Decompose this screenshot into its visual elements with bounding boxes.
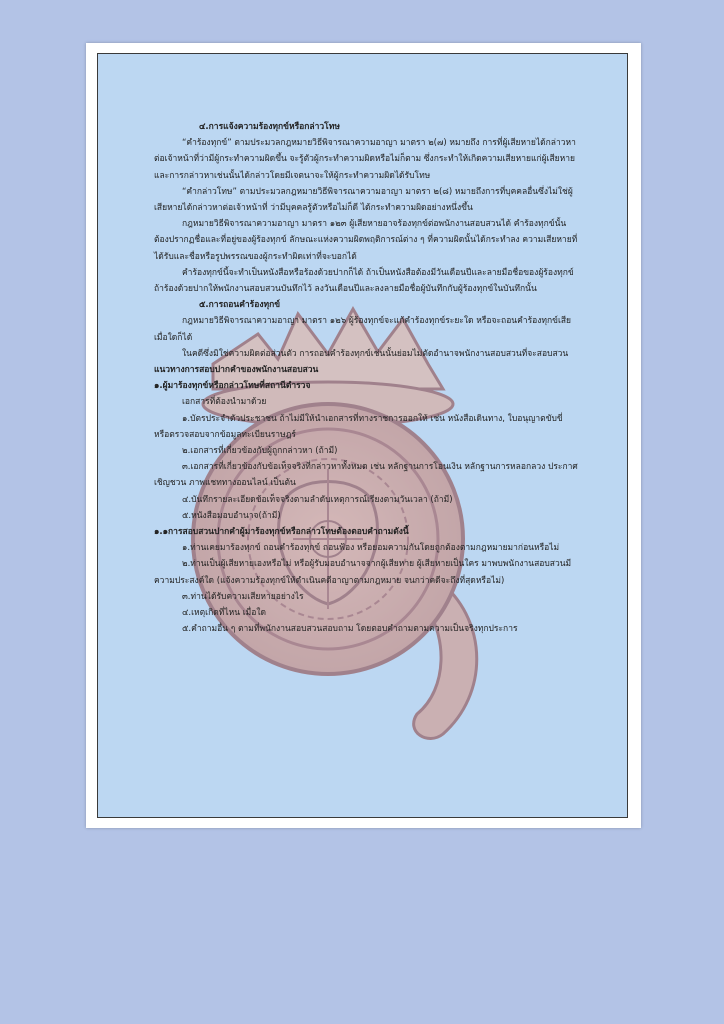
- list-item: ๔.บันทึกรายละเอียดข้อเท็จจริงตามลำดับเหตุการณ์เรียงตามวันเวลา (ถ้ามี): [182, 494, 453, 505]
- section-heading: ๕.การถอนคำร้องทุกข์: [199, 300, 281, 311]
- list-item: ๕.หนังสือมอบอำนาจ(ถ้ามี): [182, 510, 281, 521]
- document-page-body: [97, 53, 628, 818]
- list-item: ๒.ท่านเป็นผู้เสียหายเองหรือไม่ หรือผู้รับมอบอำนาจจากผู้เสียหาย ผู้เสียหายเป็นใคร มาพบพนักงานสอบสวนมีความประสงค์ใด (แจ้งความร้องทุกข์ให้ดำเนินคดีอาญาตามกฎหมาย จนกว่าคดีจะถึงที่สุดหรือไม่): [154, 559, 572, 586]
- paragraph: กฎหมายวิธีพิจารณาความอาญา มาตรา ๑๒๖ ผู้ร้องทุกข์จะแก้คำร้องทุกข์ระยะใด หรือจะถอนคำร้องทุกข์เสียเมื่อใดก็ได้: [154, 316, 572, 343]
- paragraph: “คำกล่าวโทษ” ตามประมวลกฎหมายวิธีพิจารณาความอาญา มาตรา ๒(๘) หมายถึงการที่บุคคลอื่นซึ่งไม่ใช่ผู้เสียหายได้กล่าวหาต่อเจ้าหน้าที่ ว่ามีบุคคลรู้ตัวหรือไม่ก็ดี ได้กระทำความผิดอย่างหนึ่งขึ้น: [154, 186, 573, 214]
- paragraph: คำร้องทุกข์นี้จะทำเป็นหนังสือหรือร้องด้วยปากก็ได้ ถ้าเป็นหนังสือต้องมีวันเดือนปีและลายมือชื่อของผู้ร้องทุกข์ ถ้าร้องด้วยปากให้พนักงานสอบสวนบันทึกไว้ ลงวันเดือนปีและลงลายมือชื่อผู้บันทึกกับผู้ร้องทุกข์ในบันทึกนั้น: [154, 267, 574, 295]
- list-item: ๔.เหตุเกิดที่ไหน เมื่อใด: [182, 608, 267, 619]
- paragraph: “คำร้องทุกข์” ตามประมวลกฎหมายวิธีพิจารณาความอาญา มาตรา ๒(๗) หมายถึง การที่ผู้เสียหายได้กล่าวหาต่อเจ้าหน้าที่ว่ามีผู้กระทำความผิดขึ้น จะรู้ตัวผู้กระทำความผิดหรือไม่ก็ตาม ซึ่งกระทำให้เกิดความเสียหายแก่ผู้เสียหาย และการกล่าวหาเช่นนั้นได้กล่าวโดยมีเจตนาจะให้ผู้กระทำความผิดได้รับโทษ: [154, 138, 576, 181]
- list-item: ๕.คำถามอื่น ๆ ตามที่พนักงานสอบสวนสอบถาม โดยตอบคำถามตามความเป็นจริงทุกประการ: [182, 624, 518, 635]
- list-item: ๓.เอกสารที่เกี่ยวข้องกับข้อเท็จจริงที่กล่าวหาทั้งหมด เช่น หลักฐานการโอนเงิน หลักฐานการหลอกลวง ประกาศเชิญชวน ภาพแชททางออนไลน์ เป็นต้น: [154, 462, 578, 489]
- list-item: เอกสารที่ต้องนำมาด้วย: [182, 397, 267, 408]
- section-heading: ๔.การแจ้งความร้องทุกข์หรือกล่าวโทษ: [199, 122, 340, 132]
- list-item: ๑.บัตรประจำตัวประชาชน ถ้าไม่มีให้นำเอกสารที่ทางราชการออกให้ เช่น หนังสือเดินทาง, ใบอนุญาตขับขี่ หรือตรวจสอบจากข้อมูลทะเบียนราษฎร์: [154, 413, 563, 440]
- list-item: ๒.เอกสารที่เกี่ยวข้องกับผู้ถูกกล่าวหา (ถ้ามี): [182, 446, 338, 457]
- document-page: [86, 43, 641, 828]
- section-heading: ๑.ผู้มาร้องทุกข์หรือกล่าวโทษที่สถานีตำรวจ: [154, 381, 311, 392]
- list-item: ๓.ท่านได้รับความเสียหายอย่างไร: [182, 591, 304, 602]
- document-text: [154, 119, 579, 638]
- section-heading: ๑.๑การสอบสวนปากคำผู้มาร้องทุกข์หรือกล่าวโทษต้องตอบคำถามดังนี้: [154, 527, 409, 538]
- list-item: ๑.ท่านเคยมาร้องทุกข์ ถอนคำร้องทุกข์ ถอนฟ้อง หรือยอมความกันโดยถูกต้องตามกฎหมายมาก่อนหรือไม่: [182, 543, 560, 554]
- paragraph: ในคดีซึ่งมิใช่ความผิดต่อส่วนตัว การถอนคำร้องทุกข์เช่นนั้นย่อมไม่ตัดอำนาจพนักงานสอบสวนที่จะสอบสวน: [182, 348, 569, 359]
- paragraph: กฎหมายวิธีพิจารณาความอาญา มาตรา ๑๒๓ ผู้เสียหายอาจร้องทุกข์ต่อพนักงานสอบสวนได้ คำร้องทุกข์นั้นต้องปรากฏชื่อและที่อยู่ของผู้ร้องทุกข์ ลักษณะแห่งความผิดพฤติการณ์ต่าง ๆ ที่ความผิดนั้นได้กระทำลง ความเสียหายที่ได้รับและชื่อหรือรูปพรรณของผู้กระทำผิดเท่าที่จะบอกได้: [154, 219, 578, 262]
- section-heading: แนวทางการสอบปากคำของพนักงานสอบสวน: [154, 365, 319, 376]
